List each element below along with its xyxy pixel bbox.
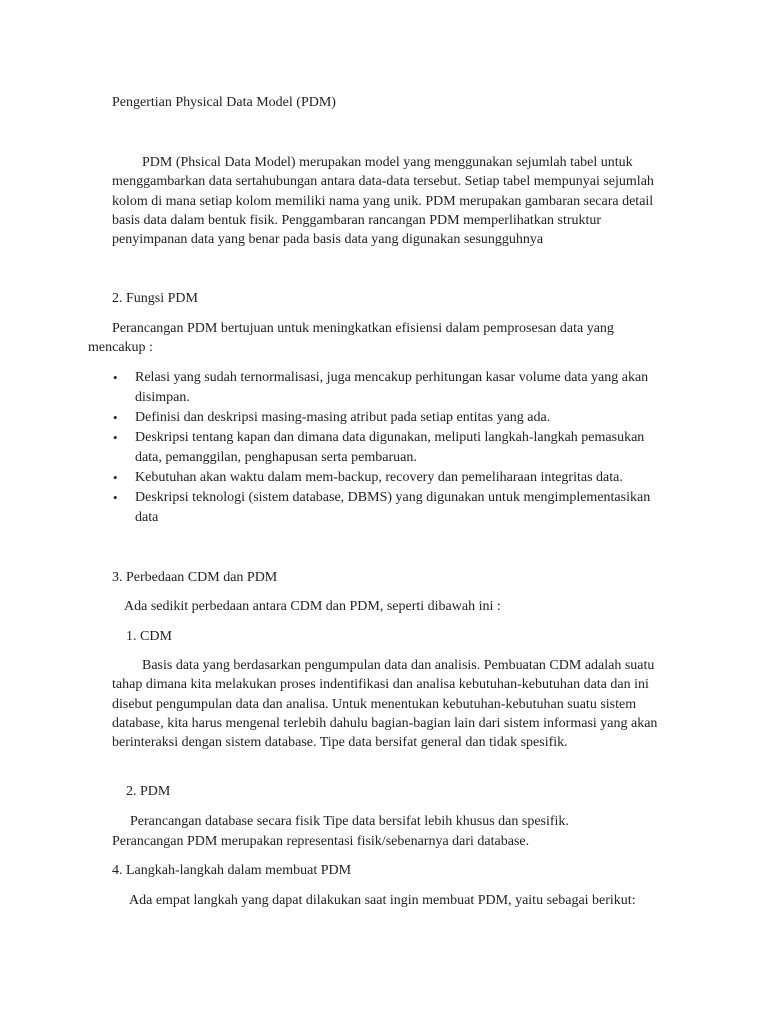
fungsi-bullet-list — [112, 368, 672, 528]
intro-paragraph: PDM (Phsical Data Model) merupakan model yang menggunakan sejumlah tabel untuk menggambarkan data sertahubungan antara data-data tersebut. Setiap tabel mempunyai sejumlah kolom di mana setiap kolom memiliki nama yang unik. PDM merupakan gambaran secara detail basis data dalam bentuk fisik. Penggambaran rancangan PDM memperlihatkan struktur penyimpanan data yang benar pada basis data yang digunakan sesungguhnya — [112, 155, 654, 248]
pdm-subheading: 2. PDM — [126, 784, 171, 799]
bullet-text: Kebutuhan akan waktu dalam mem-backup, recovery dan pemeliharaan integritas data. — [135, 470, 623, 485]
section2-paragraph-line1: Perancangan PDM bertujuan untuk meningkatkan efisiensi dalam pemprosesan data yang — [112, 321, 614, 336]
bullet-text: Definisi dan deskripsi masing-masing atribut pada setiap entitas yang ada. — [135, 410, 551, 425]
bullet-text: Deskripsi tentang kapan dan dimana data digunakan, meliputi langkah-langkah pemasukan data, pemanggilan, penghapusan serta pembaruan. — [135, 430, 645, 465]
list-item — [112, 488, 672, 528]
bullet-icon: • — [113, 370, 118, 385]
section2-heading: 2. Fungsi PDM — [112, 291, 198, 306]
document-title: Pengertian Physical Data Model (PDM) — [112, 95, 336, 110]
list-item — [112, 428, 672, 468]
cdm-subheading: 1. CDM — [126, 629, 172, 644]
pdm-paragraph-line2: Perancangan PDM merupakan representasi fisik/sebenarnya dari database. — [112, 834, 530, 849]
list-item — [112, 368, 672, 408]
bullet-text: Deskripsi teknologi (sistem database, DBMS) yang digunakan untuk mengimplementasikan data — [135, 490, 651, 525]
list-item — [112, 408, 672, 428]
section3-intro: Ada sedikit perbedaan antara CDM dan PDM, seperti dibawah ini : — [124, 599, 501, 614]
section4-heading: 4. Langkah-langkah dalam membuat PDM — [112, 863, 352, 878]
bullet-icon: • — [113, 490, 118, 505]
bullet-icon: • — [113, 470, 118, 485]
bullet-icon: • — [113, 430, 118, 445]
section2-paragraph-line2: mencakup : — [88, 340, 153, 355]
section4-intro: Ada empat langkah yang dapat dilakukan saat ingin membuat PDM, yaitu sebagai berikut: — [129, 893, 636, 908]
pdm-paragraph-line1: Perancangan database secara fisik Tipe data bersifat lebih khusus dan spesifik. — [130, 814, 569, 829]
list-item — [112, 468, 672, 488]
bullet-text: Relasi yang sudah ternormalisasi, juga mencakup perhitungan kasar volume data yang akan disimpan. — [135, 370, 649, 405]
bullet-icon: • — [113, 410, 118, 425]
cdm-paragraph: Basis data yang berdasarkan pengumpulan data dan analisis. Pembuatan CDM adalah suatu tahap dimana kita melakukan proses indentifikasi dan analisa kebutuhan-kebutuhan data dan ini disebut pengumpulan data dan analisa. Untuk menentukan kebutuhan-kebutuhan suatu sistem database, kita harus mengenal terlebih dahulu bagian-bagian lain dari sistem informasi yang akan berinteraksi dengan sistem database. Tipe data bersifat general dan tidak spesifik. — [112, 658, 658, 751]
section3-heading: 3. Perbedaan CDM dan PDM — [112, 570, 278, 585]
